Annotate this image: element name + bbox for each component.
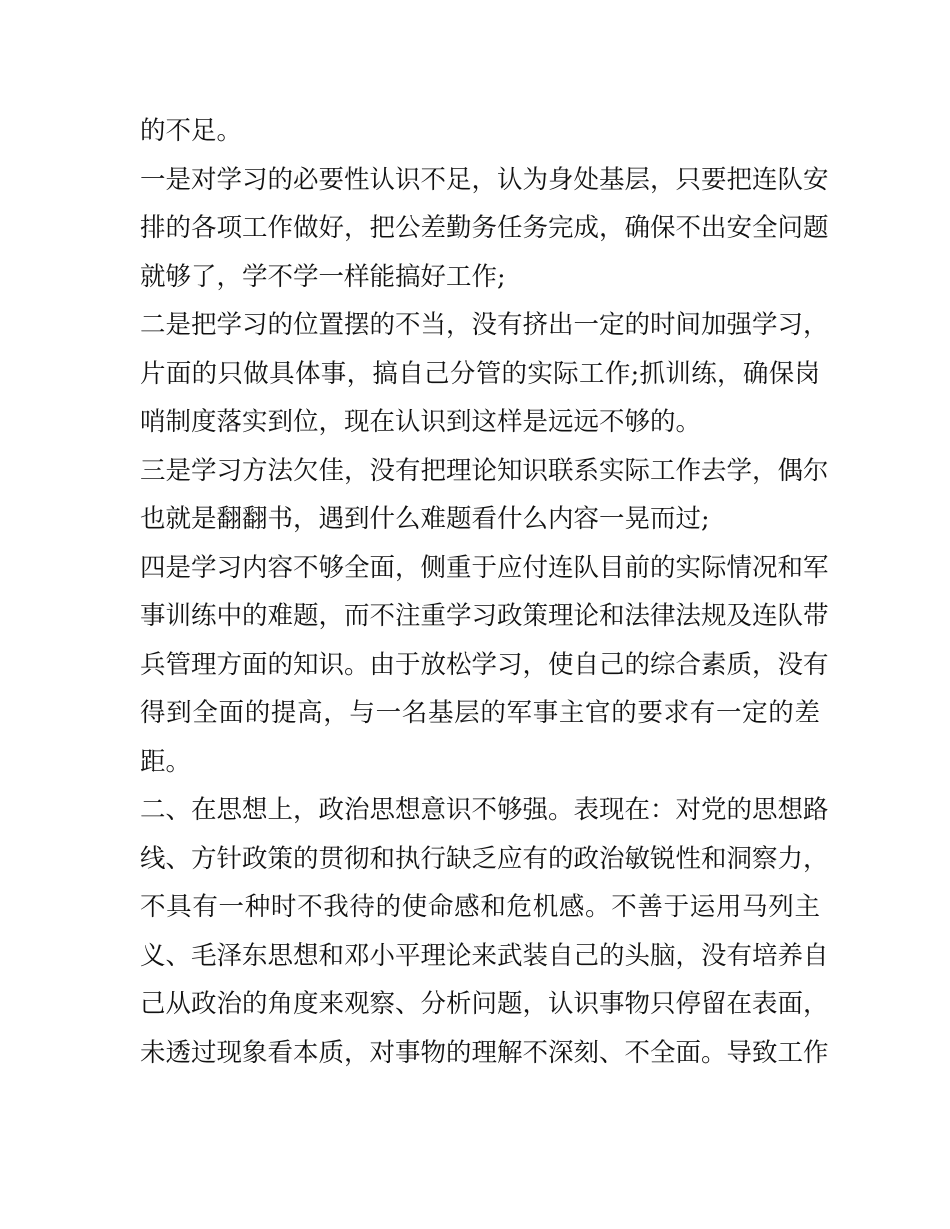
text-line: 兵管理方面的知识。由于放松学习，使自己的综合素质，没有 (140, 649, 829, 680)
text-line: 哨制度落实到位，现在认识到这样是远远不够的。 (140, 407, 702, 437)
text-line: 事训练中的难题，而不注重学习政策理论和法律法规及连队带 (140, 601, 829, 631)
text-line: 就够了，学不学一样能搞好工作; (140, 261, 506, 292)
text-line: 得到全面的提高，与一名基层的军事主官的要求有一定的差 (140, 698, 820, 728)
text-line: 线、方针政策的贯彻和执行缺乏应有的政治敏锐性和洞察力， (140, 843, 829, 874)
text-line: 也就是翻翻书，遇到什么难题看什么内容一晃而过; (140, 504, 710, 534)
text-line: 片面的只做具体事，搞自己分管的实际工作;抓训练，确保岗 (140, 358, 820, 389)
text-line: 的不足。 (140, 116, 243, 146)
text-line: 未透过现象看本质，对事物的理解不深刻、不全面。导致工作 (140, 1037, 829, 1068)
text-line: 四是学习内容不够全面，侧重于应付连队目前的实际情况和军 (140, 552, 829, 583)
text-line: 不具有一种时不我待的使命感和危机感。不善于运用马列主 (140, 892, 820, 922)
text-line: 义、毛泽东思想和邓小平理论来武装自己的头脑，没有培养自 (140, 940, 829, 971)
text-line: 二是把学习的位置摆的不当，没有挤出一定的时间加强学习， (140, 310, 829, 340)
text-line: 距。 (140, 746, 192, 777)
text-line: 排的各项工作做好，把公差勤务任务完成，确保不出安全问题 (140, 213, 829, 243)
text-line: 二、在思想上，政治思想意识不够强。表现在：对党的思想路 (140, 795, 829, 825)
text-line: 一是对学习的必要性认识不足，认为身处基层，只要把连队安 (140, 164, 829, 195)
document-body (140, 107, 829, 1077)
text-line: 己从政治的角度来观察、分析问题，认识事物只停留在表面， (140, 989, 829, 1019)
text-line: 三是学习方法欠佳，没有把理论知识联系实际工作去学，偶尔 (140, 455, 829, 486)
